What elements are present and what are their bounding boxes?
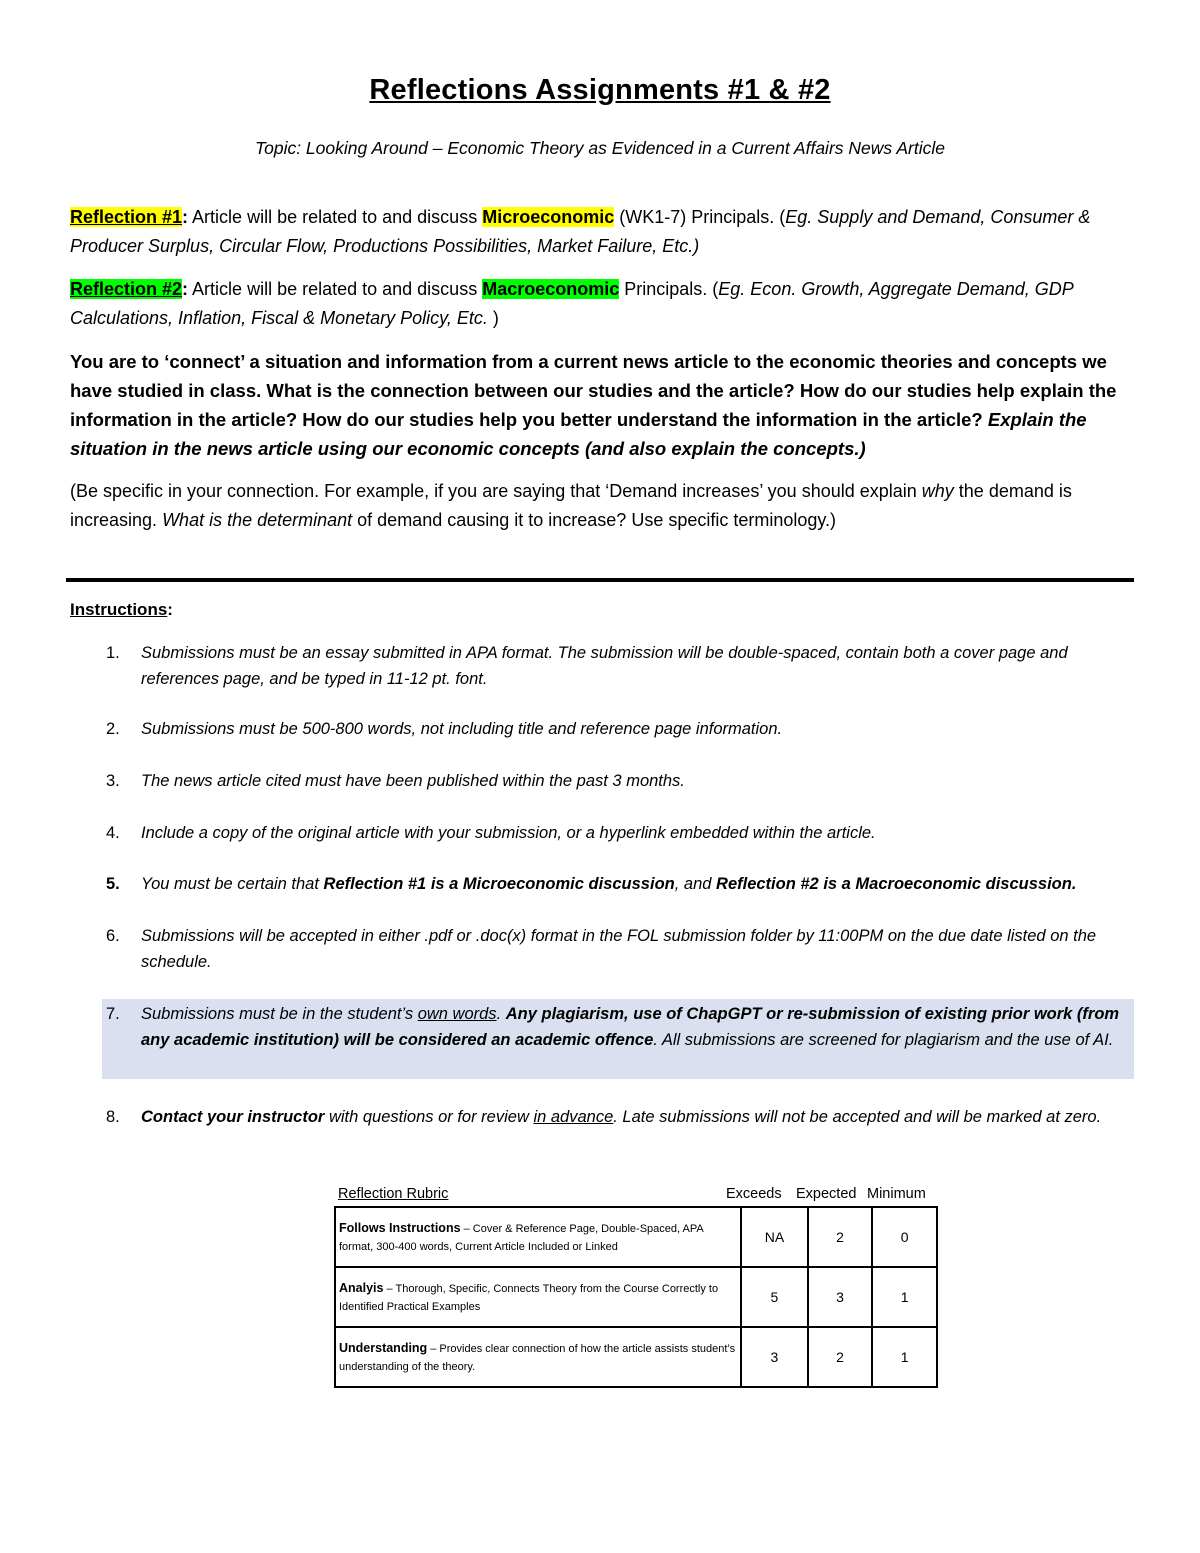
table-row xyxy=(335,1267,937,1327)
rubric-table xyxy=(334,1206,938,1388)
rubric-score-expected: 2 xyxy=(808,1327,873,1387)
reflection-1-paragraph: Reflection #1: Article will be related to and discuss Microeconomic (WK1-7) Principals. (Eg. Supply and Demand, Consumer & Producer Surplus, Circular Flow, Productions Possibilities, Market Failure, Etc.) xyxy=(70,207,1091,256)
rubric-score-minimum: 1 xyxy=(872,1327,937,1387)
instructions-heading: Instructions: xyxy=(70,600,173,619)
microeconomic-highlight: Microeconomic xyxy=(482,207,615,227)
rubric-score-exceeds: 5 xyxy=(741,1267,807,1327)
rubric-score-minimum: 1 xyxy=(872,1267,937,1327)
rubric-score-expected: 2 xyxy=(808,1207,873,1267)
rubric-heading: Reflection Rubric xyxy=(338,1186,449,1202)
reflection-1-label: Reflection #1 xyxy=(70,207,183,227)
rubric-criterion: Analyis – Thorough, Specific, Connects Theory from the Course Correctly to Identified Practical Examples xyxy=(335,1267,741,1327)
rubric-score-minimum: 0 xyxy=(872,1207,937,1267)
rubric-criterion: Understanding – Provides clear connection of how the article assists student’s understanding of the theory. xyxy=(335,1327,741,1387)
page-title: Reflections Assignments #1 & #2 xyxy=(369,74,831,106)
section-divider xyxy=(66,578,1134,582)
document-page: Reflections Assignments #1 & #2 Topic: Looking Around – Economic Theory as Evidenced in a Current Affairs News Article Reflection #1: Article will be related to and discuss Microeconomic (WK1-7) Principals. (Eg. Supply and Demand, Consumer & Producer Surplus, Circular Flow, Productions Possibilities, Market Failure, Etc.) Reflection #2: Article will be related to and discuss Macroeconomic Principals. (Eg. Econ. Growth, Aggregate Demand, GDP Calculations, Inflation, Fiscal & Monetary Policy, Etc. ) You are to ‘connect’ a situation and information from a current news article to the economic theories and concepts we have studied in class. What is the connection between our studies and the article? How do our studies help explain the information in the article? How do our studies help you better understand the information in the article? Explain the situation in the news article using our economic concepts (and also explain the concepts.) (Be specific in your connection. For example, if you are saying that ‘Demand increases’ you should explain why the demand is increasing. What is the determinant of demand causing it to increase? Use specific terminology.) Instructions: 1. Submissions must be an essay submitted in APA format. The submission will be double-spaced, contain both a cover page and references page, and be typed in 11-12 pt. font. 2. Submissions must be 500-800 words, not including title and reference page information. 3. The news article cited must have been published within the past 3 months. 4. Include a copy of the original article with your submission, or a hyperlink embedded within the article. 5. You must be certain that Reflection #1 is a Microeconomic discussion, and Reflection #2 is a Macroeconomic discussion. 6. Submissions will be accepted in either .pdf or .doc(x) format in the FOL submission folder by 11:00PM on the due date listed on the schedule. 7. Submissions must be in the student’s own words. Any plagiarism, use of ChapGPT or re-submission of existing prior work (from any academic institution) will be considered an academic offence. All submissions are screened for plagiarism and the use of AI. 8. Contact your instructor with questions or for review in advance. Late submissions will not be accepted and will be marked at zero. Reflection Rubric Exceeds Expected Minimum Follows Instructions – Cover & Reference Page, Double-Spaced, APA format, 300-400 words, Current Article Included or Linked NA 2 0 Analyis – Thorough, Specific, Connects Theory from the Course Correctly to Identified Practical Examples 5 3 1 Understanding – Provides clear connection of how the article assists student’s understanding of the theory. 3 2 1 xyxy=(0,0,1200,1553)
reflection-2-examples: Eg. Econ. Growth, Aggregate Demand, GDP Calculations, Inflation, Fiscal & Monetary Policy, Etc. xyxy=(70,279,1074,328)
rubric-col-expected: Expected xyxy=(796,1186,857,1202)
table-row xyxy=(335,1207,937,1267)
reflection-1-examples: Eg. Supply and Demand, Consumer & Producer Surplus, Circular Flow, Productions Possibilities, Market Failure, Etc. xyxy=(70,207,1091,256)
connect-paragraph: You are to ‘connect’ a situation and information from a current news article to the economic theories and concepts we have studied in class. What is the connection between our studies and the article? How do our studies help explain the information in the article? How do our studies help you better understand the information in the article? Explain the situation in the news article using our economic concepts (and also explain the concepts.) xyxy=(70,351,1117,459)
topic-line: Topic: Looking Around – Economic Theory as Evidenced in a Current Affairs News Article xyxy=(255,138,945,158)
rubric-col-minimum: Minimum xyxy=(867,1186,926,1202)
reflection-2-label: Reflection #2 xyxy=(70,279,183,299)
table-row xyxy=(335,1327,937,1387)
rubric-score-exceeds: 3 xyxy=(741,1327,807,1387)
rubric-score-expected: 3 xyxy=(808,1267,873,1327)
specific-paragraph: (Be specific in your connection. For example, if you are saying that ‘Demand increases’ you should explain why the demand is increasing. What is the determinant of demand causing it to increase? Use specific terminology.) xyxy=(70,481,1072,530)
rubric-criterion: Follows Instructions – Cover & Reference Page, Double-Spaced, APA format, 300-400 words, Current Article Included or Linked xyxy=(335,1207,741,1267)
macroeconomic-highlight: Macroeconomic xyxy=(482,279,620,299)
rubric-score-exceeds: NA xyxy=(741,1207,807,1267)
rubric-col-exceeds: Exceeds xyxy=(726,1186,782,1202)
reflection-2-paragraph: Reflection #2: Article will be related to and discuss Macroeconomic Principals. (Eg. Econ. Growth, Aggregate Demand, GDP Calculations, Inflation, Fiscal & Monetary Policy, Etc. ) xyxy=(70,279,1074,328)
